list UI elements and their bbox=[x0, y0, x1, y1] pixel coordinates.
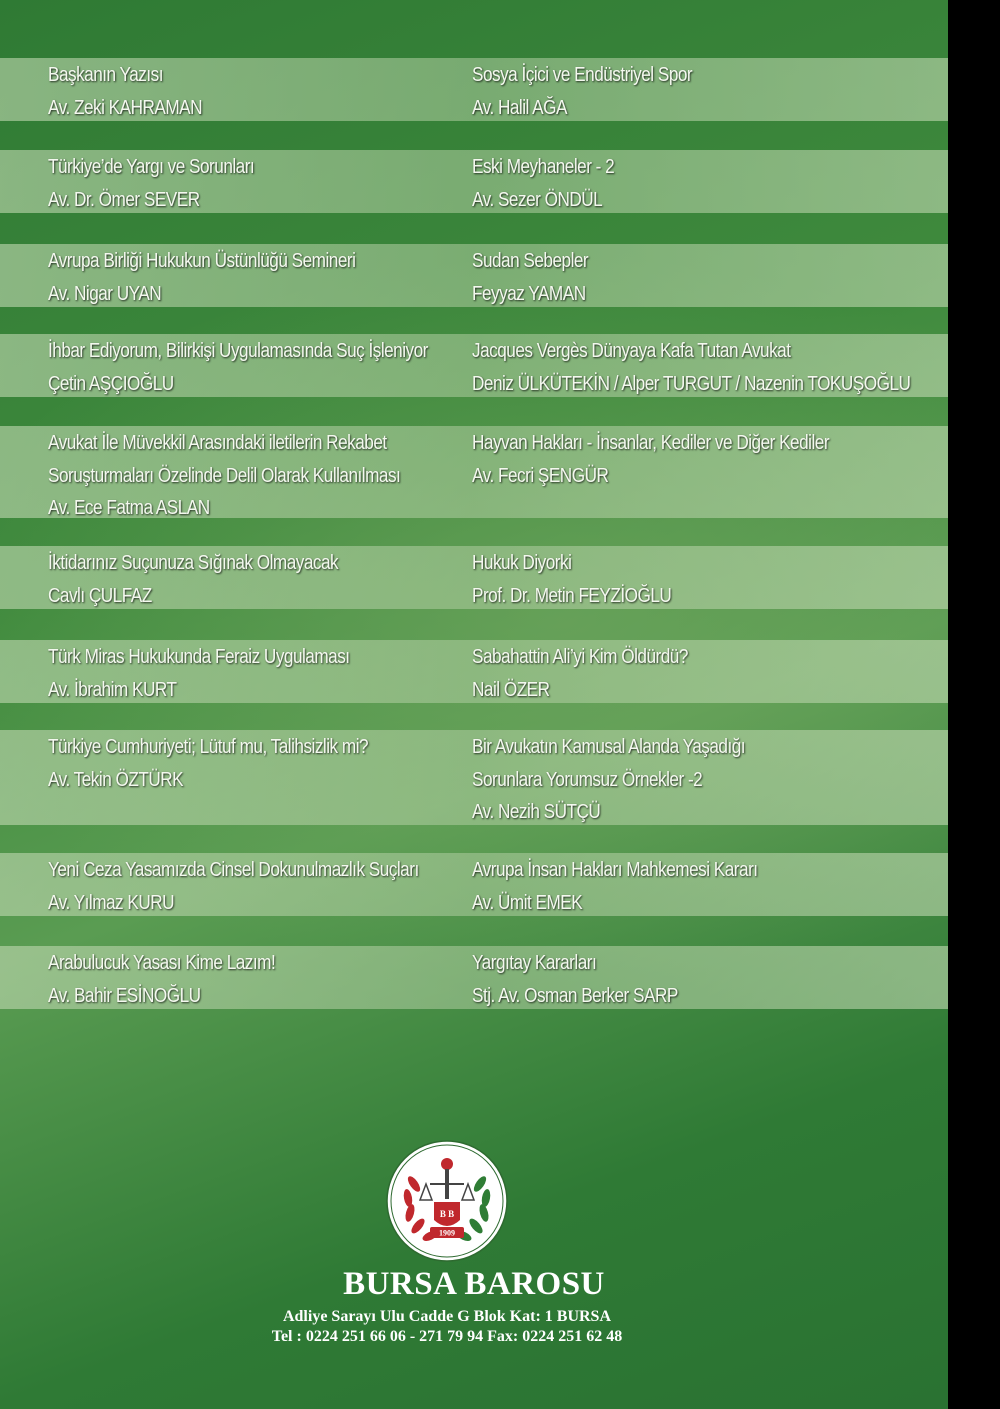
article-entry-left bbox=[48, 640, 350, 705]
article-author: Stj. Av. Osman Berker SARP bbox=[472, 984, 678, 1007]
page-edge bbox=[948, 0, 1000, 1409]
article-entry-left bbox=[48, 946, 275, 1011]
article-band bbox=[0, 946, 948, 1009]
article-author: Av. Nigar UYAN bbox=[48, 282, 162, 305]
seal-initials: B B bbox=[439, 1209, 455, 1219]
article-entry-left bbox=[48, 546, 338, 611]
article-band bbox=[0, 334, 948, 397]
article-entry-right bbox=[472, 426, 829, 491]
article-entry-right bbox=[472, 640, 688, 705]
article-author: Av. İbrahim KURT bbox=[48, 678, 177, 701]
article-entry-left bbox=[48, 150, 254, 215]
article-author: Prof. Dr. Metin FEYZİOĞLU bbox=[472, 584, 672, 607]
article-author: Av. Ümit EMEK bbox=[472, 891, 583, 914]
article-author: Av. Tekin ÖZTÜRK bbox=[48, 768, 184, 791]
article-entry-right bbox=[472, 150, 614, 215]
article-entry-left bbox=[48, 426, 400, 524]
article-title-line: Türkiye Cumhuriyeti; Lütuf mu, Talihsizlik mi? bbox=[48, 736, 369, 758]
article-entry-right bbox=[472, 946, 678, 1011]
article-title-line: Sabahattin Ali’yi Kim Öldürdü? bbox=[472, 646, 688, 668]
article-band bbox=[0, 244, 948, 307]
article-band bbox=[0, 853, 948, 916]
organization-name: BURSA BAROSU bbox=[343, 1266, 605, 1302]
article-title-line: Avukat İle Müvekkil Arasındaki iletilerin Rekabet bbox=[48, 432, 387, 454]
article-title-line: Hayvan Hakları - İnsanlar, Kediler ve Diğer Kediler bbox=[472, 432, 830, 454]
article-title-line: Sudan Sebepler bbox=[472, 250, 589, 272]
article-title-line: Eski Meyhaneler - 2 bbox=[472, 156, 615, 178]
article-title-line: Yargıtay Kararları bbox=[472, 952, 597, 974]
article-author: Cavlı ÇULFAZ bbox=[48, 584, 152, 607]
article-author: Av. Fecri ŞENGÜR bbox=[472, 464, 609, 487]
article-title-line: Türk Miras Hukukunda Feraiz Uygulaması bbox=[48, 646, 350, 668]
article-author: Av. Ece Fatma ASLAN bbox=[48, 497, 210, 519]
article-entry-left bbox=[48, 853, 419, 918]
article-entry-right bbox=[472, 853, 758, 918]
article-entry-right bbox=[472, 334, 910, 399]
article-author: Nail ÖZER bbox=[472, 678, 550, 701]
article-entry-right bbox=[472, 730, 745, 828]
article-title-line: Bir Avukatın Kamusal Alanda Yaşadığı bbox=[472, 736, 746, 758]
article-title-line: İktidarınız Suçunuza Sığınak Olmayacak bbox=[48, 552, 339, 574]
article-author: Av. Halil AĞA bbox=[472, 96, 567, 119]
organization-address: Adliye Sarayı Ulu Cadde G Blok Kat: 1 BURSA bbox=[282, 1308, 612, 1325]
article-band bbox=[0, 546, 948, 609]
article-band bbox=[0, 58, 948, 121]
article-title-line: Soruşturmaları Özelinde Delil Olarak Kullanılması bbox=[48, 464, 401, 487]
article-title-line: İhbar Ediyorum, Bilirkişi Uygulamasında Suç İşleniyor bbox=[48, 340, 428, 362]
article-title-line: Türkiye’de Yargı ve Sorunları bbox=[48, 156, 255, 178]
article-author: Av. Yılmaz KURU bbox=[48, 891, 175, 914]
article-entry-left bbox=[48, 730, 368, 795]
bar-association-seal-icon bbox=[386, 1140, 508, 1262]
article-author: Av. Nezih SÜTÇÜ bbox=[472, 801, 601, 823]
article-entry-right bbox=[472, 546, 671, 611]
seal-year: 1909 bbox=[439, 1228, 455, 1238]
article-title-line: Avrupa Birliği Hukukun Üstünlüğü Semineri bbox=[48, 250, 356, 272]
article-author: Av. Bahir ESİNOĞLU bbox=[48, 984, 201, 1007]
article-band bbox=[0, 150, 948, 213]
article-entry-left bbox=[48, 58, 202, 123]
article-author: Deniz ÜLKÜTEKİN / Alper TURGUT / Nazenin TOKUŞOĞLU bbox=[472, 372, 911, 395]
article-entry-left bbox=[48, 334, 428, 399]
article-title-line: Avrupa İnsan Hakları Mahkemesi Kararı bbox=[472, 859, 758, 881]
article-entry-right bbox=[472, 244, 588, 309]
article-title-line: Arabulucuk Yasası Kime Lazım! bbox=[48, 952, 276, 974]
article-band bbox=[0, 426, 948, 518]
article-title-line: Sosya İçici ve Endüstriyel Spor bbox=[472, 64, 693, 86]
article-title-line: Hukuk Diyorki bbox=[472, 552, 572, 574]
article-band bbox=[0, 730, 948, 825]
article-author: Feyyaz YAMAN bbox=[472, 282, 586, 305]
article-author: Av. Sezer ÖNDÜL bbox=[472, 188, 603, 211]
article-author: Çetin AŞÇIOĞLU bbox=[48, 372, 174, 395]
article-entry-right bbox=[472, 58, 692, 123]
article-band bbox=[0, 640, 948, 703]
organization-phone: Tel : 0224 251 66 06 - 271 79 94 Fax: 0224 251 62 48 bbox=[271, 1328, 623, 1345]
article-entry-left bbox=[48, 244, 355, 309]
article-author: Av. Zeki KAHRAMAN bbox=[48, 96, 203, 119]
article-title-line: Başkanın Yazısı bbox=[48, 64, 163, 86]
article-title-line: Yeni Ceza Yasamızda Cinsel Dokunulmazlık Suçları bbox=[48, 859, 419, 881]
article-author: Av. Dr. Ömer SEVER bbox=[48, 188, 200, 211]
article-title-line: Sorunlara Yorumsuz Örnekler -2 bbox=[472, 768, 703, 791]
article-title-line: Jacques Vergès Dünyaya Kafa Tutan Avukat bbox=[472, 340, 791, 362]
